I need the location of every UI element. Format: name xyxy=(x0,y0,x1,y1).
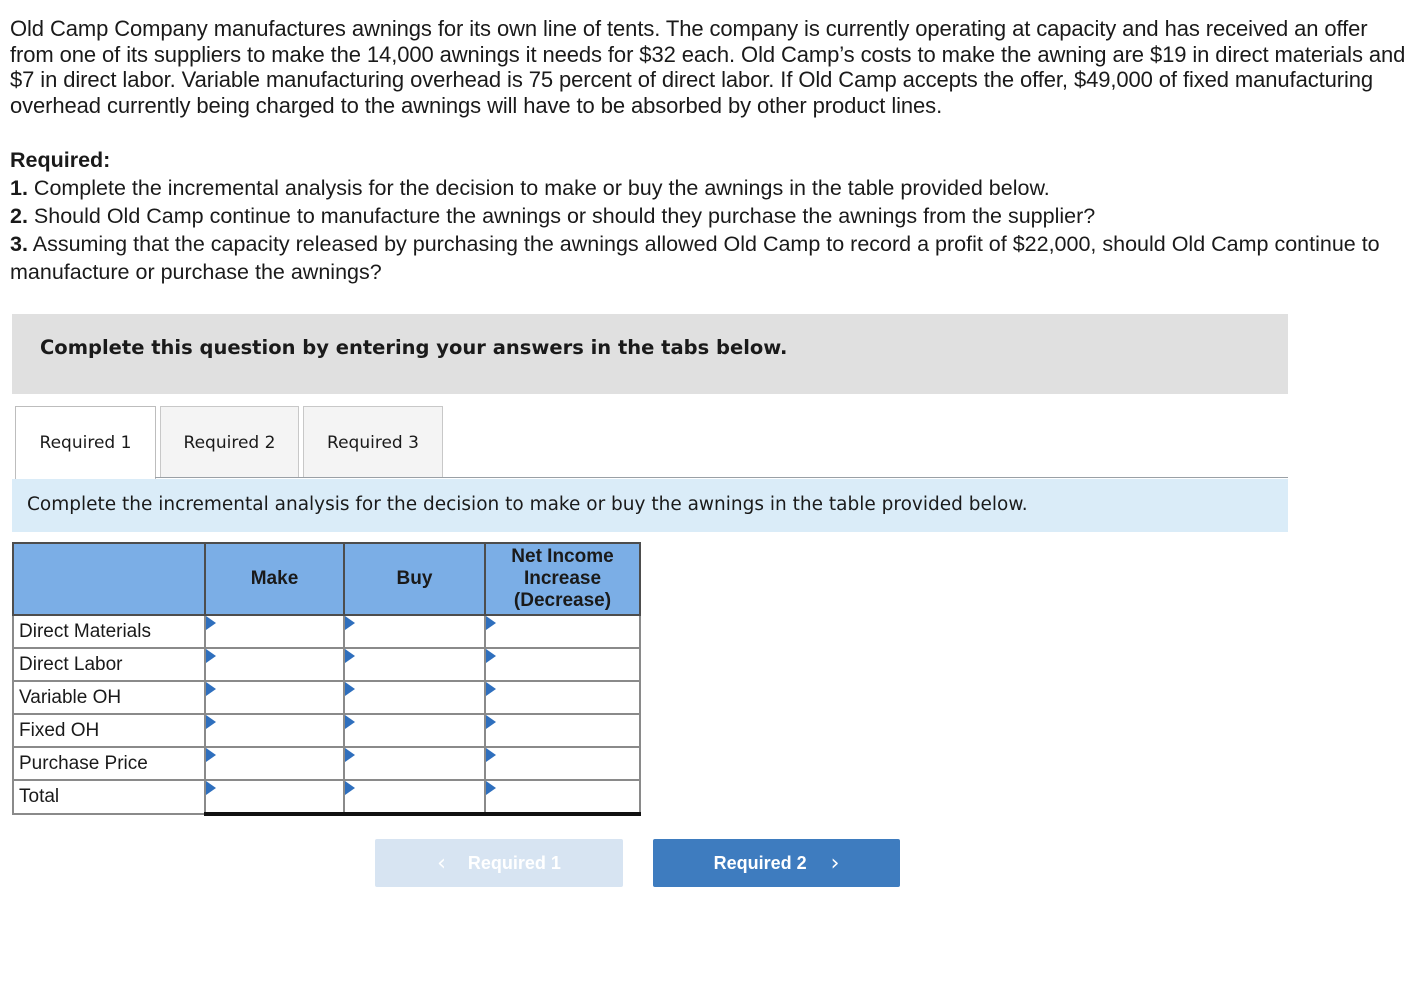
table-row xyxy=(13,648,640,681)
input-marker-icon xyxy=(345,649,355,663)
chevron-left-icon: ‹ xyxy=(437,850,446,876)
input-marker-icon xyxy=(486,715,496,729)
previous-button[interactable] xyxy=(375,839,623,887)
tab-divider xyxy=(155,477,1288,478)
previous-button-label: Required 1 xyxy=(467,852,561,873)
net-income-input[interactable] xyxy=(485,681,640,714)
row-label: Variable OH xyxy=(13,681,205,714)
problem-statement: Old Camp Company manufactures awnings for its own line of tents. The company is currently operating at capacity and has received an offer from one of its suppliers to make the 14,000 awnings it needs for $32 each. Old Camp’s costs to make the awning are $19 in direct materials and $7 in direct labor. Variable manufacturing overhead is 75 percent of direct labor. If Old Camp accepts the offer, $49,000 of fixed manufacturing overhead currently being charged to the awnings will have to be absorbed by other product lines. xyxy=(10,16,1406,118)
table-row xyxy=(13,747,640,780)
buy-input[interactable] xyxy=(344,615,485,648)
input-marker-icon xyxy=(486,649,496,663)
instructions-banner xyxy=(12,314,1288,394)
buy-input[interactable] xyxy=(344,648,485,681)
make-input[interactable] xyxy=(205,747,344,780)
input-marker-icon xyxy=(206,715,216,729)
required-item-1: 1. Complete the incremental analysis for the decision to make or buy the awnings in the table provided below. xyxy=(10,176,1050,200)
input-marker-icon xyxy=(206,616,216,630)
make-input[interactable] xyxy=(205,714,344,747)
net-income-total-input[interactable] xyxy=(485,780,640,814)
row-label: Fixed OH xyxy=(13,714,205,747)
table-row xyxy=(13,714,640,747)
input-marker-icon xyxy=(206,748,216,762)
required-item-2: 2. Should Old Camp continue to manufacture the awnings or should they purchase the awnings from the supplier? xyxy=(10,204,1096,228)
incremental-analysis-table xyxy=(12,542,641,816)
make-total-input[interactable] xyxy=(205,780,344,814)
tab-required-3[interactable]: Required 3 xyxy=(303,406,443,478)
buy-input[interactable] xyxy=(344,681,485,714)
row-label: Direct Labor xyxy=(13,648,205,681)
input-marker-icon xyxy=(345,682,355,696)
next-button-label: Required 2 xyxy=(713,852,807,873)
input-marker-icon xyxy=(345,715,355,729)
table-row xyxy=(13,615,640,648)
buy-input[interactable] xyxy=(344,714,485,747)
buy-input[interactable] xyxy=(344,747,485,780)
required-section xyxy=(10,146,1415,286)
table-row xyxy=(13,681,640,714)
input-marker-icon xyxy=(345,781,355,795)
input-marker-icon xyxy=(206,682,216,696)
header-net-income: Net Income Increase (Decrease) xyxy=(485,543,640,615)
make-input[interactable] xyxy=(205,615,344,648)
make-input[interactable] xyxy=(205,648,344,681)
input-marker-icon xyxy=(486,682,496,696)
input-marker-icon xyxy=(345,748,355,762)
net-income-input[interactable] xyxy=(485,615,640,648)
input-marker-icon xyxy=(486,616,496,630)
input-marker-icon xyxy=(206,649,216,663)
net-income-input[interactable] xyxy=(485,747,640,780)
chevron-right-icon: › xyxy=(830,850,840,876)
tab-required-2[interactable]: Required 2 xyxy=(160,406,299,478)
banner-text: Complete this question by entering your answers in the tabs below. xyxy=(40,336,788,359)
net-income-input[interactable] xyxy=(485,714,640,747)
input-marker-icon xyxy=(486,781,496,795)
tab-required-1[interactable]: Required 1 xyxy=(15,406,156,479)
input-marker-icon xyxy=(486,748,496,762)
table-row-total xyxy=(13,780,640,814)
input-marker-icon xyxy=(345,616,355,630)
required-heading: Required: xyxy=(10,148,111,172)
row-label: Purchase Price xyxy=(13,747,205,780)
required-item-3: 3. Assuming that the capacity released by purchasing the awnings allowed Old Camp to record a profit of $22,000, should Old Camp continue to manufacture or purchase the awnings? xyxy=(10,232,1380,284)
row-label: Total xyxy=(13,780,205,814)
header-blank xyxy=(13,543,205,615)
header-make: Make xyxy=(205,543,344,615)
net-income-input[interactable] xyxy=(485,648,640,681)
header-buy: Buy xyxy=(344,543,485,615)
tab-instruction xyxy=(12,479,1288,532)
input-marker-icon xyxy=(206,781,216,795)
row-label: Direct Materials xyxy=(13,615,205,648)
next-button[interactable] xyxy=(653,839,900,887)
make-input[interactable] xyxy=(205,681,344,714)
buy-total-input[interactable] xyxy=(344,780,485,814)
table-header-row xyxy=(13,543,640,615)
tab-instruction-text: Complete the incremental analysis for the decision to make or buy the awnings in the table provided below. xyxy=(27,494,1028,515)
